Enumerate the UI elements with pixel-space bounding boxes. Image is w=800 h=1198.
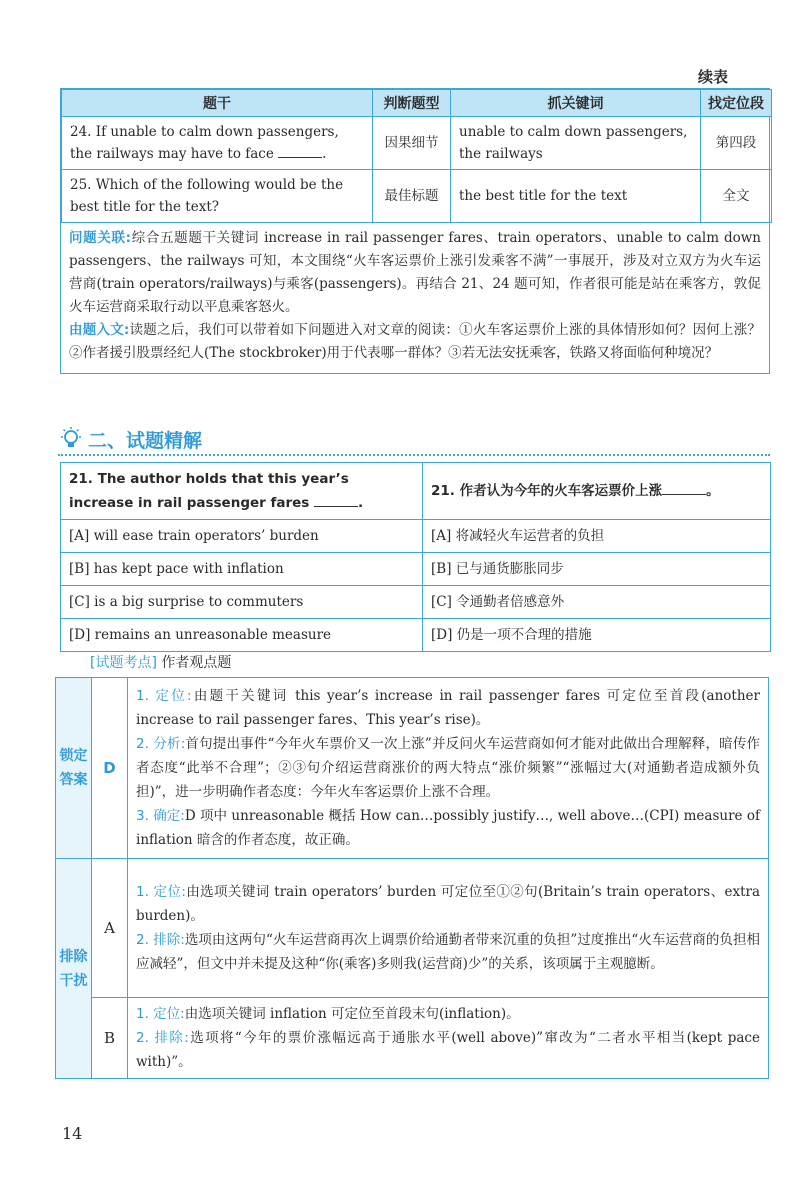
option-letter: B <box>92 998 128 1079</box>
question-zh-text: 21. 作者认为今年的火车客运票价上涨 <box>431 483 663 499</box>
key-point-text: 作者观点题 <box>161 655 232 671</box>
option-a-zh: [A] 将减轻火车运营者的负担 <box>423 520 771 553</box>
key-point <box>90 652 231 672</box>
table-header-row <box>62 90 772 117</box>
analysis-label: 2. 排除: <box>136 1030 189 1046</box>
option-b-en: [B] has kept pace with inflation <box>61 553 423 586</box>
option-row <box>61 553 771 586</box>
correct-answer: D <box>92 678 128 859</box>
question-en <box>61 463 423 520</box>
reading-guide-text: 读题之后，我们可以带着如下问题进入对文章的阅读：①火车客运票价上涨的具体情形如何？因何上涨？②作者援引股票经纪人(The stockbroker)用于代表哪一群体？③若无法安抚乘客，铁路又将面临何种境况？ <box>69 322 761 361</box>
continued-label: 续表 <box>698 68 729 86</box>
option-row <box>61 586 771 619</box>
option-row <box>61 619 771 652</box>
option-a-en: [A] will ease train operators’ burden <box>61 520 423 553</box>
category-line: 排除 <box>59 948 88 965</box>
option-letter: A <box>92 859 128 998</box>
question-row <box>61 463 771 520</box>
section-heading <box>58 424 770 456</box>
stem-cell <box>62 117 373 170</box>
stem-cell <box>62 170 373 223</box>
question-en-text: 21. The author holds that this year’s increase in rail passenger fares <box>69 471 349 511</box>
question-zh-end: 。 <box>706 483 720 499</box>
analysis-label: 1. 定位: <box>136 1006 185 1022</box>
notes-block <box>61 223 769 373</box>
analysis-label: 1. 定位: <box>136 884 186 900</box>
lock-answer-detail <box>128 678 769 859</box>
analysis-label: 1. 定位: <box>136 688 192 704</box>
analysis-label: 3. 确定: <box>136 808 185 824</box>
category-line: 答案 <box>59 772 88 788</box>
question-overview-table <box>61 89 772 223</box>
exclude-row <box>56 998 769 1079</box>
exclude-detail <box>128 859 769 998</box>
question-overview-box <box>60 88 770 374</box>
exclude-category <box>56 859 92 1079</box>
analysis-label: 2. 分析: <box>136 736 186 752</box>
analysis-item <box>136 804 760 852</box>
option-b-zh: [B] 已与通货膨胀同步 <box>423 553 771 586</box>
question-table <box>60 462 771 652</box>
option-c-zh: [C] 令通勤者倍感意外 <box>423 586 771 619</box>
analysis-text: D 项中 unreasonable 概括 How can…possibly justify…, well above…(CPI) measure of inflation 暗含的作者态度，故正确。 <box>136 808 760 848</box>
analysis-item <box>136 880 760 928</box>
analysis-table <box>55 677 769 1079</box>
analysis-item <box>136 732 760 804</box>
stem-text: 24. If unable to calm down passengers, the railways may have to face <box>70 124 339 162</box>
lightbulb-icon <box>58 426 84 452</box>
option-row <box>61 520 771 553</box>
stem-end: . <box>322 146 327 162</box>
header-type: 判断题型 <box>373 90 451 117</box>
lock-answer-category <box>56 678 92 859</box>
option-d-en: [D] remains an unreasonable measure <box>61 619 423 652</box>
option-c-en: [C] is a big surprise to commuters <box>61 586 423 619</box>
type-cell: 最佳标题 <box>373 170 451 223</box>
locate-cell: 全文 <box>701 170 772 223</box>
analysis-item <box>136 684 760 732</box>
analysis-text: 由选项关键词 inflation 可定位至首段末句(inflation)。 <box>184 1006 520 1022</box>
type-cell: 因果细节 <box>373 117 451 170</box>
reading-guide-tag: 由题入文: <box>69 322 130 338</box>
keywords-cell: the best title for the text <box>451 170 701 223</box>
header-keywords: 抓关键词 <box>451 90 701 117</box>
question-link-tag: 问题关联: <box>69 230 132 246</box>
analysis-item <box>136 928 760 976</box>
question-link-text: 综合五题题干关键词 increase in rail passenger fares、train operators、unable to calm down passengers、the railways 可知，本文围绕“火车客运票价上涨引发乘客不满”一事展开，涉及对立双方为火车运营商(train operators/railways)与乘客(passengers)。再结合 21、24 题可知，作者很可能是站在乘客方，敦促火车运营商采取行动以平息乘客怒火。 <box>69 230 761 315</box>
stem-text: 25. Which of the following would be the best title for the text? <box>70 177 344 215</box>
section-title: 二、试题精解 <box>88 429 203 452</box>
analysis-item <box>136 1002 760 1026</box>
analysis-text: 选项将“今年的票价涨幅远高于通胀水平(well above)”窜改为“二者水平相当(kept pace with)”。 <box>136 1030 760 1070</box>
keywords-cell: unable to calm down passengers, the railways <box>451 117 701 170</box>
key-point-tag: [试题考点] <box>90 655 157 671</box>
page-number: 14 <box>62 1124 83 1143</box>
analysis-text: 由题干关键词 this year’s increase in rail passenger fares 可定位至首段(another increase to rail passenger fares、This year’s rise)。 <box>136 688 760 728</box>
analysis-text: 由选项关键词 train operators’ burden 可定位至①②句(Britain’s train operators、extra burden)。 <box>136 884 760 924</box>
analysis-item <box>136 1026 760 1074</box>
exclude-row <box>56 859 769 998</box>
answer-blank <box>662 480 706 495</box>
exclude-detail <box>128 998 769 1079</box>
lock-answer-row <box>56 678 769 859</box>
question-en-end: . <box>358 495 364 511</box>
locate-cell: 第四段 <box>701 117 772 170</box>
answer-blank <box>314 492 358 507</box>
table-row <box>62 170 772 223</box>
analysis-label: 2. 排除: <box>136 932 185 948</box>
answer-blank <box>278 143 322 158</box>
table-row <box>62 117 772 170</box>
header-stem: 题干 <box>62 90 373 117</box>
analysis-text: 选项由这两句“火车运营商再次上调票价给通勤者带来沉重的负担”过度推出“火车运营商的负担相应减轻”，但文中并未提及这种“你(乘客)多则我(运营商)少”的关系，该项属于主观臆断。 <box>136 932 760 972</box>
question-zh <box>423 463 771 520</box>
header-locate: 找定位段 <box>701 90 772 117</box>
category-line: 干扰 <box>59 972 88 989</box>
category-line: 锁定 <box>59 748 88 764</box>
option-d-zh: [D] 仍是一项不合理的措施 <box>423 619 771 652</box>
analysis-text: 首句提出事件“今年火车票价又一次上涨”并反问火车运营商如何才能对此做出合理解释，暗传作者态度“此举不合理”；②③句介绍运营商涨价的两大特点“涨价频繁”“涨幅过大(对通勤者造成额外负担)”，进一步明确作者态度：今年火车客运票价上涨不合理。 <box>136 736 760 800</box>
